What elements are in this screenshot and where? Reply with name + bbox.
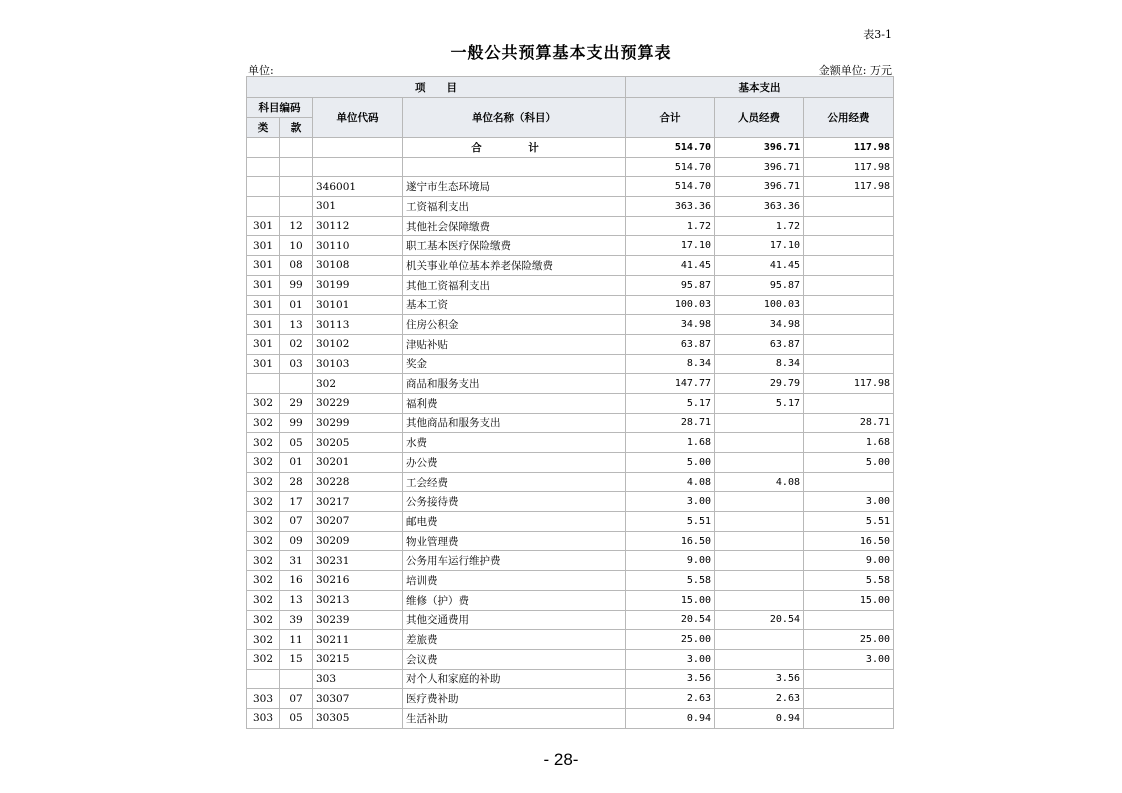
table-row bbox=[247, 453, 894, 473]
cell-unit-name: 住房公积金 bbox=[403, 315, 626, 335]
cell-kuan: 07 bbox=[280, 689, 313, 709]
cell-unit-name: 医疗费补助 bbox=[403, 689, 626, 709]
table-row bbox=[247, 354, 894, 374]
cell-total: 1.72 bbox=[626, 216, 715, 236]
table-row bbox=[247, 590, 894, 610]
table-row bbox=[247, 708, 894, 728]
cell-kuan: 13 bbox=[280, 590, 313, 610]
unit-label: 单位: bbox=[248, 64, 274, 77]
table-row bbox=[247, 374, 894, 394]
cell-lei bbox=[247, 197, 280, 217]
cell-personnel: 363.36 bbox=[715, 197, 804, 217]
cell-unit-code: 302 bbox=[313, 374, 403, 394]
table-row bbox=[247, 413, 894, 433]
cell-unit-code: 30103 bbox=[313, 354, 403, 374]
cell-lei bbox=[247, 669, 280, 689]
cell-kuan bbox=[280, 669, 313, 689]
cell-personnel: 20.54 bbox=[715, 610, 804, 630]
cell-personnel: 396.71 bbox=[715, 177, 804, 197]
cell-public bbox=[804, 472, 894, 492]
cell-lei: 301 bbox=[247, 315, 280, 335]
cell-total: 5.00 bbox=[626, 453, 715, 473]
cell-total: 63.87 bbox=[626, 334, 715, 354]
cell-total: 2.63 bbox=[626, 689, 715, 709]
cell-total: 3.00 bbox=[626, 492, 715, 512]
cell-public bbox=[804, 393, 894, 413]
cell-lei: 302 bbox=[247, 433, 280, 453]
cell-kuan: 08 bbox=[280, 256, 313, 276]
cell-unit-code: 30213 bbox=[313, 590, 403, 610]
cell-unit-name: 会议费 bbox=[403, 649, 626, 669]
category-header: 类 bbox=[247, 118, 280, 138]
table-row bbox=[247, 531, 894, 551]
cell-unit-name: 对个人和家庭的补助 bbox=[403, 669, 626, 689]
cell-total: 9.00 bbox=[626, 551, 715, 571]
cell-unit-code: 30299 bbox=[313, 413, 403, 433]
cell-total: 41.45 bbox=[626, 256, 715, 276]
cell-total: 363.36 bbox=[626, 197, 715, 217]
public-header: 公用经费 bbox=[804, 98, 894, 138]
total-cell-kuan bbox=[280, 138, 313, 158]
cell-unit-code: 346001 bbox=[313, 177, 403, 197]
cell-personnel: 3.56 bbox=[715, 669, 804, 689]
total-cell-code bbox=[313, 138, 403, 158]
cell-unit-code: 30201 bbox=[313, 453, 403, 473]
cell-kuan: 39 bbox=[280, 610, 313, 630]
cell-kuan: 03 bbox=[280, 354, 313, 374]
cell-personnel bbox=[715, 492, 804, 512]
cell-total: 5.51 bbox=[626, 512, 715, 532]
table-row bbox=[247, 551, 894, 571]
cell-total: 20.54 bbox=[626, 610, 715, 630]
table-row bbox=[247, 610, 894, 630]
cell-total: 4.08 bbox=[626, 472, 715, 492]
cell-unit-name: 福利费 bbox=[403, 393, 626, 413]
cell-unit-name: 水费 bbox=[403, 433, 626, 453]
cell-unit-name bbox=[403, 157, 626, 177]
cell-public: 3.00 bbox=[804, 649, 894, 669]
cell-unit-code: 30112 bbox=[313, 216, 403, 236]
table-row bbox=[247, 295, 894, 315]
page-title: 一般公共预算基本支出预算表 bbox=[450, 43, 672, 62]
cell-unit-name: 津贴补贴 bbox=[403, 334, 626, 354]
cell-lei: 301 bbox=[247, 275, 280, 295]
cell-kuan: 09 bbox=[280, 531, 313, 551]
cell-lei bbox=[247, 374, 280, 394]
cell-kuan bbox=[280, 374, 313, 394]
cell-personnel bbox=[715, 531, 804, 551]
cell-kuan: 99 bbox=[280, 275, 313, 295]
budget-table bbox=[246, 76, 894, 729]
subject-code-header: 科目编码 bbox=[247, 98, 313, 118]
cell-personnel: 1.72 bbox=[715, 216, 804, 236]
table-row bbox=[247, 689, 894, 709]
personnel-header: 人员经费 bbox=[715, 98, 804, 138]
cell-public: 1.68 bbox=[804, 433, 894, 453]
cell-personnel: 29.79 bbox=[715, 374, 804, 394]
cell-unit-code: 30209 bbox=[313, 531, 403, 551]
cell-personnel bbox=[715, 413, 804, 433]
total-amount: 514.70 bbox=[626, 138, 715, 158]
cell-unit-code: 30113 bbox=[313, 315, 403, 335]
cell-unit-code: 30101 bbox=[313, 295, 403, 315]
cell-unit-code: 30110 bbox=[313, 236, 403, 256]
cell-public: 9.00 bbox=[804, 551, 894, 571]
cell-unit-code: 30215 bbox=[313, 649, 403, 669]
cell-public: 5.51 bbox=[804, 512, 894, 532]
table-row bbox=[247, 315, 894, 335]
cell-lei: 301 bbox=[247, 236, 280, 256]
cell-personnel bbox=[715, 433, 804, 453]
cell-public: 117.98 bbox=[804, 374, 894, 394]
cell-public: 25.00 bbox=[804, 630, 894, 650]
cell-unit-name: 生活补助 bbox=[403, 708, 626, 728]
cell-unit-name: 公务接待费 bbox=[403, 492, 626, 512]
cell-public bbox=[804, 216, 894, 236]
cell-total: 3.00 bbox=[626, 649, 715, 669]
table-row bbox=[247, 256, 894, 276]
cell-personnel: 8.34 bbox=[715, 354, 804, 374]
cell-lei: 302 bbox=[247, 472, 280, 492]
cell-public: 5.00 bbox=[804, 453, 894, 473]
cell-lei: 302 bbox=[247, 649, 280, 669]
cell-personnel: 95.87 bbox=[715, 275, 804, 295]
cell-lei bbox=[247, 157, 280, 177]
cell-personnel bbox=[715, 453, 804, 473]
cell-unit-code: 30102 bbox=[313, 334, 403, 354]
cell-unit-code: 30229 bbox=[313, 393, 403, 413]
table-row bbox=[247, 393, 894, 413]
cell-lei: 303 bbox=[247, 689, 280, 709]
cell-lei: 301 bbox=[247, 216, 280, 236]
cell-kuan: 05 bbox=[280, 433, 313, 453]
cell-unit-code: 30211 bbox=[313, 630, 403, 650]
cell-kuan: 28 bbox=[280, 472, 313, 492]
cell-kuan: 11 bbox=[280, 630, 313, 650]
cell-personnel bbox=[715, 571, 804, 591]
cell-kuan: 12 bbox=[280, 216, 313, 236]
cell-public bbox=[804, 236, 894, 256]
cell-kuan: 01 bbox=[280, 295, 313, 315]
table-row bbox=[247, 177, 894, 197]
cell-personnel: 0.94 bbox=[715, 708, 804, 728]
cell-public bbox=[804, 708, 894, 728]
cell-kuan bbox=[280, 197, 313, 217]
cell-unit-name: 工资福利支出 bbox=[403, 197, 626, 217]
cell-kuan: 29 bbox=[280, 393, 313, 413]
cell-lei: 302 bbox=[247, 551, 280, 571]
cell-total: 34.98 bbox=[626, 315, 715, 335]
table-row bbox=[247, 649, 894, 669]
cell-total: 514.70 bbox=[626, 157, 715, 177]
cell-personnel: 34.98 bbox=[715, 315, 804, 335]
cell-lei: 302 bbox=[247, 492, 280, 512]
cell-total: 147.77 bbox=[626, 374, 715, 394]
cell-total: 17.10 bbox=[626, 236, 715, 256]
cell-lei: 301 bbox=[247, 256, 280, 276]
cell-unit-name: 奖金 bbox=[403, 354, 626, 374]
cell-unit-name: 商品和服务支出 bbox=[403, 374, 626, 394]
cell-public: 5.58 bbox=[804, 571, 894, 591]
cell-personnel bbox=[715, 630, 804, 650]
total-label: 合 计 bbox=[403, 138, 626, 158]
table-row bbox=[247, 236, 894, 256]
cell-personnel: 4.08 bbox=[715, 472, 804, 492]
table-row bbox=[247, 157, 894, 177]
cell-lei: 301 bbox=[247, 295, 280, 315]
cell-lei: 302 bbox=[247, 393, 280, 413]
cell-unit-code bbox=[313, 157, 403, 177]
cell-public bbox=[804, 295, 894, 315]
table-body bbox=[247, 138, 894, 729]
cell-public: 3.00 bbox=[804, 492, 894, 512]
table-row bbox=[247, 669, 894, 689]
cell-personnel bbox=[715, 590, 804, 610]
cell-kuan: 07 bbox=[280, 512, 313, 532]
cell-unit-code: 30216 bbox=[313, 571, 403, 591]
cell-unit-code: 30205 bbox=[313, 433, 403, 453]
table-row bbox=[247, 512, 894, 532]
cell-unit-name: 其他工资福利支出 bbox=[403, 275, 626, 295]
cell-unit-code: 30199 bbox=[313, 275, 403, 295]
basic-expenditure-header: 基本支出 bbox=[626, 77, 894, 98]
cell-lei: 302 bbox=[247, 590, 280, 610]
cell-public: 15.00 bbox=[804, 590, 894, 610]
cell-unit-code: 30307 bbox=[313, 689, 403, 709]
amount-unit-label: 金额单位: 万元 bbox=[818, 64, 892, 77]
cell-unit-code: 30108 bbox=[313, 256, 403, 276]
cell-public: 28.71 bbox=[804, 413, 894, 433]
table-row bbox=[247, 197, 894, 217]
total-personnel: 396.71 bbox=[715, 138, 804, 158]
cell-public: 117.98 bbox=[804, 157, 894, 177]
cell-personnel: 100.03 bbox=[715, 295, 804, 315]
cell-public bbox=[804, 315, 894, 335]
cell-lei: 302 bbox=[247, 610, 280, 630]
cell-total: 95.87 bbox=[626, 275, 715, 295]
cell-personnel: 41.45 bbox=[715, 256, 804, 276]
cell-kuan: 13 bbox=[280, 315, 313, 335]
cell-total: 100.03 bbox=[626, 295, 715, 315]
cell-total: 514.70 bbox=[626, 177, 715, 197]
cell-lei: 302 bbox=[247, 413, 280, 433]
cell-unit-name: 差旅费 bbox=[403, 630, 626, 650]
cell-personnel: 2.63 bbox=[715, 689, 804, 709]
cell-total: 28.71 bbox=[626, 413, 715, 433]
table-row bbox=[247, 216, 894, 236]
cell-public bbox=[804, 334, 894, 354]
cell-personnel bbox=[715, 649, 804, 669]
cell-lei bbox=[247, 177, 280, 197]
table-header bbox=[247, 77, 894, 138]
cell-unit-name: 物业管理费 bbox=[403, 531, 626, 551]
total-row bbox=[247, 138, 894, 158]
cell-unit-name: 其他商品和服务支出 bbox=[403, 413, 626, 433]
total-cell-lei bbox=[247, 138, 280, 158]
cell-unit-name: 职工基本医疗保险缴费 bbox=[403, 236, 626, 256]
cell-lei: 302 bbox=[247, 531, 280, 551]
table-number: 表3-1 bbox=[863, 28, 892, 41]
cell-lei: 301 bbox=[247, 334, 280, 354]
cell-total: 0.94 bbox=[626, 708, 715, 728]
cell-kuan: 99 bbox=[280, 413, 313, 433]
cell-kuan: 02 bbox=[280, 334, 313, 354]
cell-unit-code: 30231 bbox=[313, 551, 403, 571]
cell-personnel: 396.71 bbox=[715, 157, 804, 177]
cell-public bbox=[804, 197, 894, 217]
cell-personnel: 17.10 bbox=[715, 236, 804, 256]
cell-lei: 303 bbox=[247, 708, 280, 728]
cell-lei: 302 bbox=[247, 512, 280, 532]
cell-lei: 301 bbox=[247, 354, 280, 374]
cell-kuan: 01 bbox=[280, 453, 313, 473]
cell-public bbox=[804, 275, 894, 295]
cell-kuan bbox=[280, 157, 313, 177]
cell-total: 25.00 bbox=[626, 630, 715, 650]
cell-personnel bbox=[715, 551, 804, 571]
cell-kuan: 31 bbox=[280, 551, 313, 571]
cell-kuan: 05 bbox=[280, 708, 313, 728]
table-row bbox=[247, 492, 894, 512]
cell-total: 5.17 bbox=[626, 393, 715, 413]
cell-unit-name: 邮电费 bbox=[403, 512, 626, 532]
cell-public bbox=[804, 669, 894, 689]
unit-code-header: 单位代码 bbox=[313, 98, 403, 138]
unit-name-header: 单位名称（科目） bbox=[403, 98, 626, 138]
total-header: 合计 bbox=[626, 98, 715, 138]
cell-unit-name: 公务用车运行维护费 bbox=[403, 551, 626, 571]
cell-public: 117.98 bbox=[804, 177, 894, 197]
cell-unit-code: 30305 bbox=[313, 708, 403, 728]
cell-kuan: 15 bbox=[280, 649, 313, 669]
cell-total: 1.68 bbox=[626, 433, 715, 453]
cell-unit-code: 303 bbox=[313, 669, 403, 689]
cell-unit-name: 培训费 bbox=[403, 571, 626, 591]
cell-kuan bbox=[280, 177, 313, 197]
cell-personnel: 63.87 bbox=[715, 334, 804, 354]
cell-unit-name: 办公费 bbox=[403, 453, 626, 473]
cell-total: 16.50 bbox=[626, 531, 715, 551]
table-row bbox=[247, 275, 894, 295]
cell-unit-name: 维修（护）费 bbox=[403, 590, 626, 610]
total-public: 117.98 bbox=[804, 138, 894, 158]
table-row bbox=[247, 571, 894, 591]
cell-unit-name: 工会经费 bbox=[403, 472, 626, 492]
cell-public bbox=[804, 256, 894, 276]
cell-kuan: 16 bbox=[280, 571, 313, 591]
table-row bbox=[247, 630, 894, 650]
cell-lei: 302 bbox=[247, 630, 280, 650]
cell-lei: 302 bbox=[247, 453, 280, 473]
cell-total: 15.00 bbox=[626, 590, 715, 610]
cell-unit-name: 基本工资 bbox=[403, 295, 626, 315]
table-row bbox=[247, 334, 894, 354]
cell-unit-name: 遂宁市生态环境局 bbox=[403, 177, 626, 197]
cell-public: 16.50 bbox=[804, 531, 894, 551]
cell-public bbox=[804, 354, 894, 374]
cell-personnel bbox=[715, 512, 804, 532]
cell-unit-name: 其他社会保障缴费 bbox=[403, 216, 626, 236]
item-header: 款 bbox=[280, 118, 313, 138]
cell-unit-name: 机关事业单位基本养老保险缴费 bbox=[403, 256, 626, 276]
page-number: - 28- bbox=[543, 750, 579, 769]
cell-unit-name: 其他交通费用 bbox=[403, 610, 626, 630]
table-row bbox=[247, 433, 894, 453]
cell-personnel: 5.17 bbox=[715, 393, 804, 413]
cell-public bbox=[804, 610, 894, 630]
cell-lei: 302 bbox=[247, 571, 280, 591]
cell-unit-code: 30217 bbox=[313, 492, 403, 512]
cell-unit-code: 301 bbox=[313, 197, 403, 217]
cell-total: 8.34 bbox=[626, 354, 715, 374]
cell-unit-code: 30239 bbox=[313, 610, 403, 630]
cell-kuan: 17 bbox=[280, 492, 313, 512]
cell-public bbox=[804, 689, 894, 709]
cell-unit-code: 30228 bbox=[313, 472, 403, 492]
cell-total: 5.58 bbox=[626, 571, 715, 591]
cell-total: 3.56 bbox=[626, 669, 715, 689]
cell-kuan: 10 bbox=[280, 236, 313, 256]
cell-unit-code: 30207 bbox=[313, 512, 403, 532]
project-header: 项 目 bbox=[247, 77, 626, 98]
table-row bbox=[247, 472, 894, 492]
